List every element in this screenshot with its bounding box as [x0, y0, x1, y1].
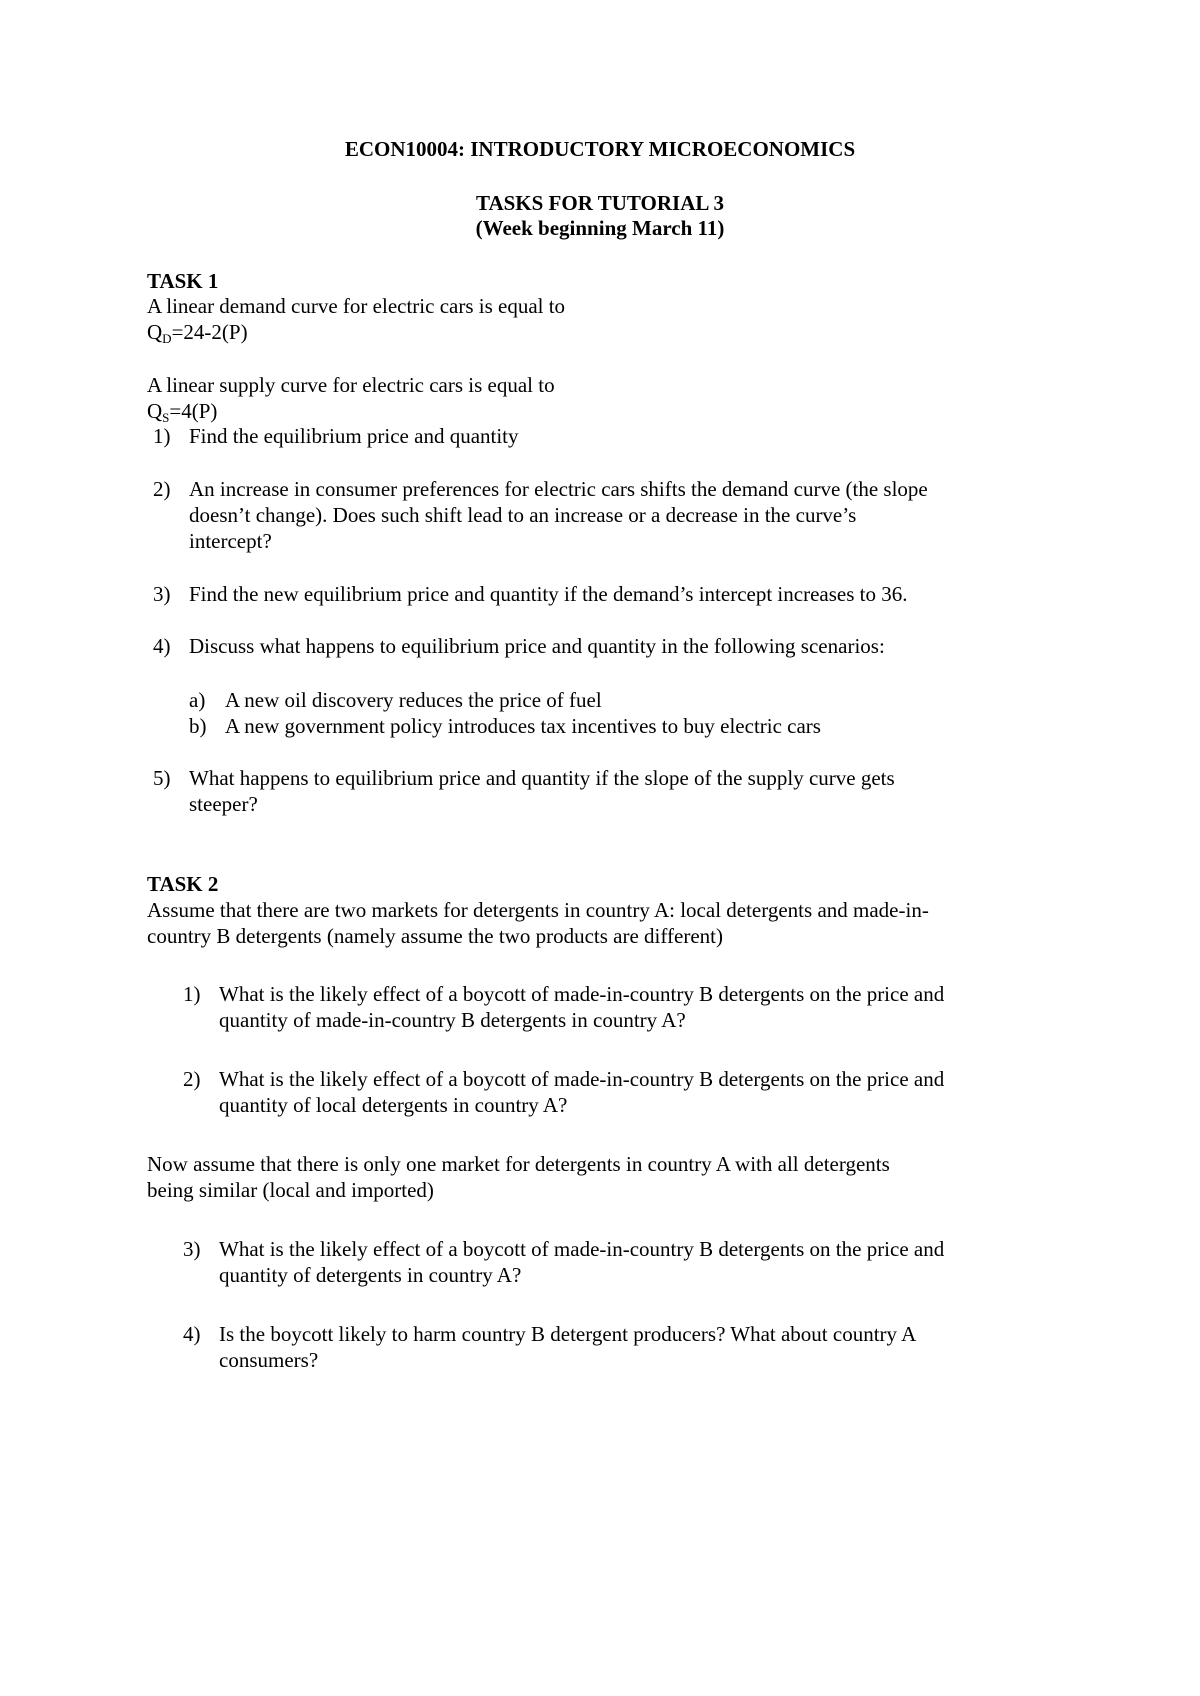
- demand-intro: A linear demand curve for electric cars is equal to: [147, 294, 566, 318]
- task1-q3-number: 3): [153, 582, 171, 606]
- scenario-a-text: A new oil discovery reduces the price of fuel: [225, 688, 602, 712]
- task1-q2-number: 2): [153, 477, 171, 501]
- task2-q1-number: 1): [183, 982, 201, 1006]
- task2-q4-line2: consumers?: [219, 1348, 319, 1372]
- task1-q2-line3: intercept?: [189, 529, 272, 553]
- tutorial-title: TASKS FOR TUTORIAL 3: [476, 191, 724, 215]
- task1-q1-number: 1): [153, 424, 171, 448]
- scenario-b-text: A new government policy introduces tax incentives to buy electric cars: [225, 714, 821, 738]
- course-title: ECON10004: INTRODUCTORY MICROECONOMICS: [344, 137, 856, 161]
- task2-heading: TASK 2: [147, 872, 219, 896]
- task2-q3-number: 3): [183, 1237, 201, 1261]
- scenario-b-letter: b): [189, 714, 207, 738]
- supply-equation: QS=4(P): [147, 399, 218, 425]
- task2-q2-line2: quantity of local detergents in country A?: [219, 1093, 568, 1117]
- task2-q3-line1: What is the likely effect of a boycott of made-in-country B detergents on the price and: [219, 1237, 945, 1261]
- task2-middle-line2: being similar (local and imported): [147, 1178, 434, 1202]
- scenario-a-letter: a): [189, 688, 206, 712]
- task1-q4-number: 4): [153, 634, 171, 658]
- task2-q4-line1: Is the boycott likely to harm country B detergent producers? What about country A: [219, 1322, 917, 1346]
- supply-intro: A linear supply curve for electric cars is equal to: [147, 373, 555, 397]
- task2-intro-line1: Assume that there are two markets for detergents in country A: local detergents and made-in-: [147, 898, 929, 922]
- task2-q2-line1: What is the likely effect of a boycott of made-in-country B detergents on the price and: [219, 1067, 945, 1091]
- task1-q2-line1: An increase in consumer preferences for electric cars shifts the demand curve (the slope: [189, 477, 928, 501]
- task2-q1-line2: quantity of made-in-country B detergents in country A?: [219, 1008, 686, 1032]
- task2-q4-number: 4): [183, 1322, 201, 1346]
- task1-q3-line1: Find the new equilibrium price and quantity if the demand’s intercept increases to 36.: [189, 582, 908, 606]
- task2-middle-line1: Now assume that there is only one market for detergents in country A with all detergents: [147, 1152, 890, 1176]
- task2-intro-line2: country B detergents (namely assume the two products are different): [147, 924, 723, 948]
- week-label: (Week beginning March 11): [475, 216, 725, 240]
- task1-q1-line1: Find the equilibrium price and quantity: [189, 424, 519, 448]
- task1-heading: TASK 1: [147, 269, 219, 293]
- demand-equation: QD=24-2(P): [147, 320, 248, 346]
- task1-q2-line2: doesn’t change). Does such shift lead to an increase or a decrease in the curve’s: [189, 503, 857, 527]
- task1-q5-line1: What happens to equilibrium price and quantity if the slope of the supply curve gets: [189, 766, 895, 790]
- task1-q5-line2: steeper?: [189, 792, 258, 816]
- task2-q1-line1: What is the likely effect of a boycott of made-in-country B detergents on the price and: [219, 982, 945, 1006]
- task1-q5-number: 5): [153, 766, 171, 790]
- task2-q3-line2: quantity of detergents in country A?: [219, 1263, 522, 1287]
- task2-q2-number: 2): [183, 1067, 201, 1091]
- task1-q4-line1: Discuss what happens to equilibrium price and quantity in the following scenarios:: [189, 634, 885, 658]
